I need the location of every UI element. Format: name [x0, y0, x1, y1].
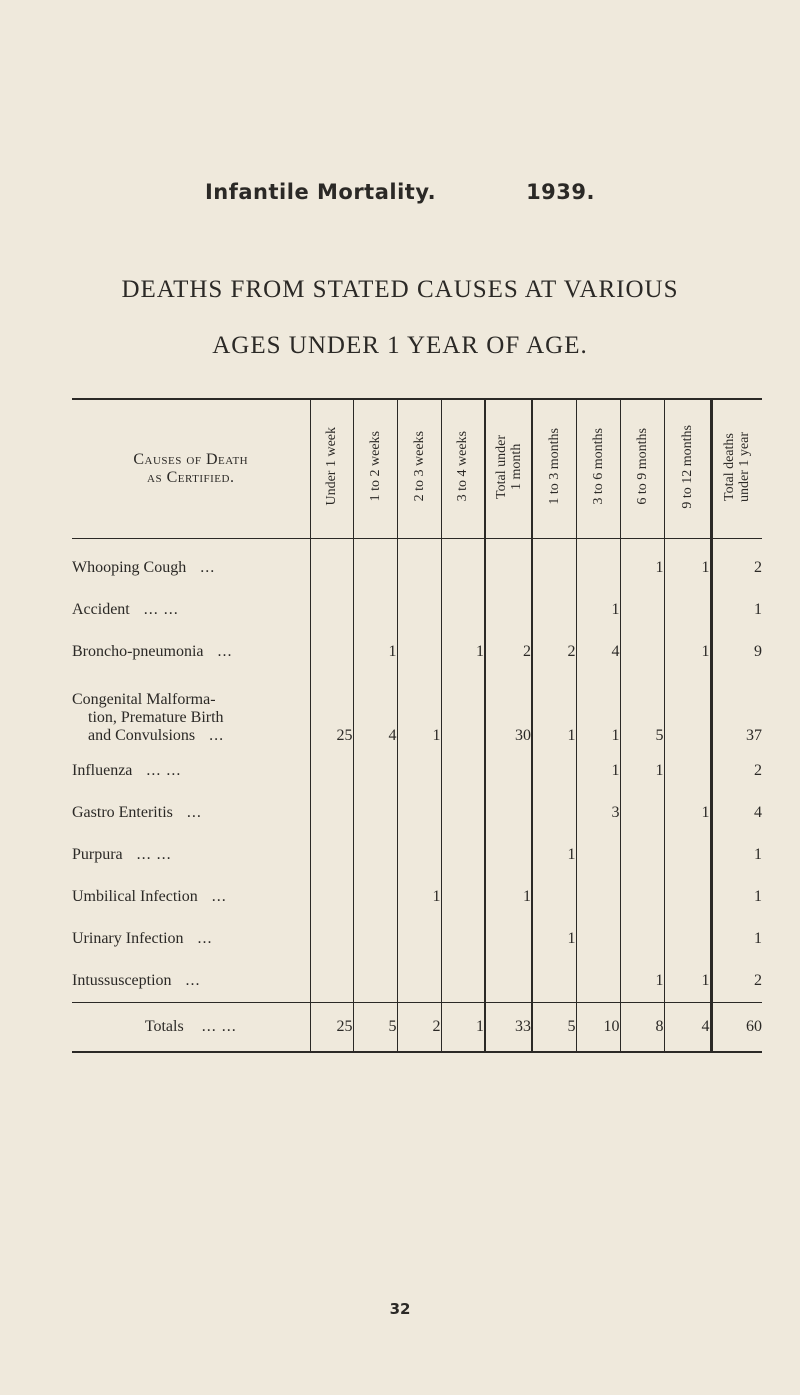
column-header: [620, 399, 664, 539]
value-cell: [532, 792, 576, 834]
value-cell: 1: [711, 589, 762, 631]
value-cell: [310, 589, 353, 631]
table-title-line-1: DEATHS FROM STATED CAUSES AT VARIOUS: [121, 276, 679, 303]
value-cell: 2: [532, 631, 576, 673]
column-header-text: Under 1 week: [324, 427, 339, 506]
table-row: [72, 792, 762, 834]
column-header: [664, 399, 711, 539]
causes-header-line-1: Causes of Death: [133, 451, 249, 468]
cause-cell: [72, 918, 310, 960]
table-row: [72, 834, 762, 876]
value-cell: [397, 960, 441, 1003]
value-cell: 30: [485, 673, 532, 750]
cause-text: Purpura: [72, 846, 123, 863]
value-cell: [397, 750, 441, 792]
value-cell: 2: [711, 547, 762, 589]
value-cell: [310, 631, 353, 673]
table-row: [72, 918, 762, 960]
value-cell: 1: [620, 547, 664, 589]
value-cell: [620, 631, 664, 673]
cause-cell: [72, 673, 310, 750]
leader-dots: ...: [209, 727, 225, 744]
cause-cell: [72, 792, 310, 834]
column-header: [485, 399, 532, 539]
value-cell: [353, 547, 397, 589]
value-cell: 25: [310, 673, 353, 750]
value-cell: [310, 960, 353, 1003]
causes-header-line-2: as Certified.: [147, 469, 235, 486]
column-header: [397, 399, 441, 539]
value-cell: [441, 547, 485, 589]
cause-text: Influenza: [72, 762, 133, 779]
value-cell: 3: [576, 792, 620, 834]
value-cell: [620, 918, 664, 960]
value-cell: 1: [397, 876, 441, 918]
value-cell: [532, 589, 576, 631]
value-cell: 1: [397, 673, 441, 750]
value-cell: [310, 876, 353, 918]
leader-dots: ...: [186, 804, 202, 821]
value-cell: [576, 960, 620, 1003]
total-value-cell: 5: [353, 1003, 397, 1053]
value-cell: 1: [532, 834, 576, 876]
page-number: 32: [389, 1300, 411, 1318]
leader-dots: ...: [211, 888, 227, 905]
value-cell: [310, 834, 353, 876]
cause-cell: [72, 834, 310, 876]
column-header: [576, 399, 620, 539]
value-cell: [353, 960, 397, 1003]
totals-label-cell: [72, 1003, 310, 1053]
value-cell: 1: [353, 631, 397, 673]
value-cell: [664, 834, 711, 876]
value-cell: [485, 750, 532, 792]
cause-cell: [72, 960, 310, 1003]
table-title-line-2: AGES UNDER 1 YEAR OF AGE.: [212, 332, 588, 359]
column-header-text: 1 to 2 weeks: [367, 431, 383, 502]
column-header-text: under 1 year: [737, 431, 753, 502]
value-cell: 1: [532, 918, 576, 960]
value-cell: [310, 547, 353, 589]
table-title: [0, 262, 800, 374]
value-cell: [664, 918, 711, 960]
value-cell: 1: [711, 834, 762, 876]
total-value-cell: 60: [711, 1003, 762, 1053]
value-cell: [576, 547, 620, 589]
value-cell: [397, 589, 441, 631]
leader-dots: ... ...: [136, 846, 172, 863]
column-header: [441, 399, 485, 539]
total-value-cell: 25: [310, 1003, 353, 1053]
value-cell: 1: [711, 918, 762, 960]
value-cell: [353, 589, 397, 631]
value-cell: 1: [620, 750, 664, 792]
total-value-cell: 10: [576, 1003, 620, 1053]
value-cell: [664, 750, 711, 792]
column-header: [353, 399, 397, 539]
value-cell: [532, 547, 576, 589]
value-cell: [397, 918, 441, 960]
value-cell: 1: [664, 547, 711, 589]
table-row: [72, 960, 762, 1003]
cause-cell: [72, 589, 310, 631]
cause-text: tion, Premature Birth: [88, 709, 224, 726]
cause-cell: [72, 750, 310, 792]
total-value-cell: 1: [441, 1003, 485, 1053]
value-cell: [310, 918, 353, 960]
leader-dots: ...: [217, 643, 233, 660]
cause-text: Umbilical Infection: [72, 888, 198, 905]
value-cell: [353, 876, 397, 918]
column-header-text: Total under: [493, 434, 509, 499]
value-cell: 37: [711, 673, 762, 750]
cause-cell: [72, 876, 310, 918]
leader-dots: ...: [185, 972, 201, 989]
cause-text: Broncho-pneumonia: [72, 643, 204, 660]
value-cell: 1: [576, 750, 620, 792]
value-cell: [532, 750, 576, 792]
value-cell: 2: [485, 631, 532, 673]
total-value-cell: 33: [485, 1003, 532, 1053]
value-cell: [485, 547, 532, 589]
value-cell: 5: [620, 673, 664, 750]
value-cell: [441, 750, 485, 792]
value-cell: [576, 918, 620, 960]
value-cell: [353, 834, 397, 876]
value-cell: 4: [576, 631, 620, 673]
cause-text: Congenital Malforma-: [72, 691, 216, 708]
table-row: [72, 673, 762, 750]
value-cell: [397, 547, 441, 589]
table-row: [72, 589, 762, 631]
value-cell: 4: [711, 792, 762, 834]
value-cell: 1: [664, 631, 711, 673]
leader-dots: ... ...: [146, 762, 182, 779]
value-cell: [485, 960, 532, 1003]
value-cell: 4: [353, 673, 397, 750]
value-cell: 1: [620, 960, 664, 1003]
value-cell: [532, 960, 576, 1003]
value-cell: 1: [576, 673, 620, 750]
page-header: [0, 180, 800, 204]
cause-text: and Convulsions: [88, 727, 196, 744]
value-cell: [353, 918, 397, 960]
header-title: Infantile Mortality.: [204, 180, 437, 204]
value-cell: 1: [664, 960, 711, 1003]
cause-cell: [72, 547, 310, 589]
table-row: [72, 547, 762, 589]
value-cell: [353, 792, 397, 834]
leader-dots: ... ...: [201, 1018, 237, 1035]
value-cell: [397, 834, 441, 876]
cause-text: Gastro Enteritis: [72, 804, 173, 821]
totals-label: Totals: [144, 1018, 184, 1035]
value-cell: [664, 876, 711, 918]
value-cell: [485, 589, 532, 631]
value-cell: [620, 834, 664, 876]
cause-text: Whooping Cough: [72, 559, 187, 576]
value-cell: 2: [711, 960, 762, 1003]
value-cell: [397, 631, 441, 673]
causes-column-header: [72, 399, 310, 539]
value-cell: [532, 876, 576, 918]
value-cell: [576, 834, 620, 876]
leader-dots: ...: [197, 930, 213, 947]
value-cell: [441, 918, 485, 960]
value-cell: 1: [711, 876, 762, 918]
value-cell: [576, 876, 620, 918]
value-cell: [485, 834, 532, 876]
value-cell: 1: [532, 673, 576, 750]
cause-text: Urinary Infection: [72, 930, 184, 947]
column-header-text: 6 to 9 months: [634, 428, 650, 505]
column-header-text: Total deaths: [722, 432, 738, 501]
total-value-cell: 4: [664, 1003, 711, 1053]
value-cell: [441, 792, 485, 834]
leader-dots: ...: [200, 559, 216, 576]
mortality-table: [72, 398, 762, 1053]
column-header-text: 1 month: [508, 443, 524, 490]
value-cell: [664, 589, 711, 631]
value-cell: 2: [711, 750, 762, 792]
value-cell: [664, 673, 711, 750]
value-cell: [441, 876, 485, 918]
value-cell: [620, 792, 664, 834]
value-cell: [485, 792, 532, 834]
value-cell: [485, 918, 532, 960]
total-value-cell: 5: [532, 1003, 576, 1053]
header-year: 1939.: [526, 180, 595, 204]
value-cell: 1: [576, 589, 620, 631]
cause-cell: [72, 631, 310, 673]
value-cell: 1: [441, 631, 485, 673]
column-header-text: 3 to 6 months: [590, 428, 606, 505]
table-row: [72, 750, 762, 792]
table-row: [72, 876, 762, 918]
column-header-text: 2 to 3 weeks: [411, 431, 427, 502]
totals-row: [72, 1003, 762, 1053]
value-cell: [441, 589, 485, 631]
column-header: [532, 399, 576, 539]
value-cell: [310, 792, 353, 834]
value-cell: 9: [711, 631, 762, 673]
column-header-text: 3 to 4 weeks: [455, 431, 471, 502]
value-cell: [310, 750, 353, 792]
value-cell: [397, 792, 441, 834]
total-value-cell: 8: [620, 1003, 664, 1053]
table-row: [72, 631, 762, 673]
value-cell: 1: [485, 876, 532, 918]
cause-text: Accident: [72, 601, 130, 618]
value-cell: [353, 750, 397, 792]
leader-dots: ... ...: [143, 601, 179, 618]
value-cell: 1: [664, 792, 711, 834]
cause-text: Intussusception: [72, 972, 172, 989]
column-header: [711, 399, 762, 539]
value-cell: [441, 960, 485, 1003]
column-header-text: 1 to 3 months: [546, 428, 562, 505]
value-cell: [441, 673, 485, 750]
value-cell: [620, 876, 664, 918]
value-cell: [441, 834, 485, 876]
column-header: [310, 399, 353, 539]
total-value-cell: 2: [397, 1003, 441, 1053]
column-header-text: 9 to 12 months: [679, 424, 695, 509]
value-cell: [620, 589, 664, 631]
